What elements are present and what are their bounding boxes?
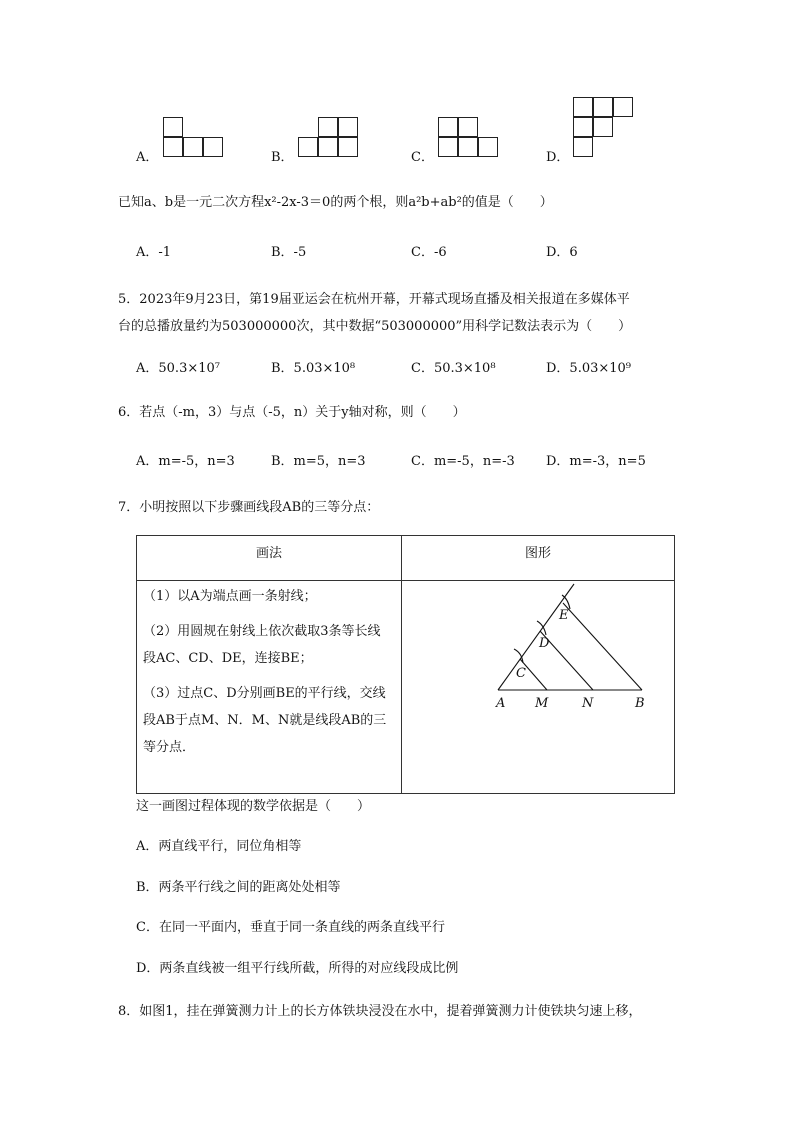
q7-step-3a: （3）过点C、D分别画BE的平行线，交线 [143,686,386,701]
q6-option-d[interactable]: D．m=-3，n=5 [546,454,646,469]
q7-steps-cell [137,581,402,794]
q7-step-3b: 段AB于点M、N．M、N就是线段AB的三 [143,713,387,728]
q4-option-c[interactable]: C．-6 [411,245,447,260]
q4-question-text: 已知a、b是一元二次方程x²-2x-3＝0的两个根，则a²b+ab²的值是（ ） [118,195,553,210]
q7-step-1: （1）以A为端点画一条射线； [143,589,317,604]
q6-question: 6．若点（-m，3）与点（-5，n）关于y轴对称，则（ ） [118,405,466,420]
q7-option-a[interactable]: A．两直线平行，同位角相等 [136,839,302,854]
q7-step-2b: 段AC、CD、DE，连接BE； [143,651,313,666]
q7-table-header-figure [402,536,675,581]
point-label-e: E [559,608,569,623]
ray-from-a [498,584,574,690]
q5-option-a[interactable]: A．50.3×10⁷ [136,361,220,376]
q3-option-a-label[interactable]: A． [136,150,159,165]
q4-option-d[interactable]: D．6 [546,245,578,260]
q7-step-3c: 等分点． [143,740,196,755]
point-label-n: N [582,696,594,711]
point-label-c: C [516,666,526,681]
q7-figure-cell [402,581,675,794]
q3-option-b-label[interactable]: B． [271,150,294,165]
q5-option-b[interactable]: B．5.03×10⁸ [271,361,356,376]
point-label-d: D [539,636,550,651]
q4-option-b[interactable]: B．-5 [271,245,307,260]
q6-option-c[interactable]: C．m=-5，n=-3 [411,454,515,469]
segment-be [563,603,642,690]
point-label-b: B [635,696,645,711]
q7-header-method-text: 画法 [255,546,282,561]
q7-trisection-figure [402,581,674,793]
q3-option-c-label[interactable]: C． [411,150,434,165]
point-label-m: M [535,696,549,711]
q6-option-b[interactable]: B．m=5，n=3 [271,454,366,469]
q5-question-line2: 台的总播放量约为503000000次，其中数据“503000000”用科学记数法表示为（ ） [118,319,632,334]
q6-option-a[interactable]: A．m=-5，n=3 [136,454,235,469]
q5-option-d[interactable]: D．5.03×10⁹ [546,361,632,376]
q7-question: 7．小明按照以下步骤画线段AB的三等分点： [118,500,380,515]
q5-question-line1: 5．2023年9月23日，第19届亚运会在杭州开幕，开幕式现场直播及相关报道在多媒体平 [118,292,630,307]
q7-procedure-table [136,535,675,794]
q7-step-2a: （2）用圆规在射线上依次截取3条等长线 [143,624,381,639]
q8-question: 8．如图1，挂在弹簧测力计上的长方体铁块浸没在水中，提着弹簧测力计使铁块匀速上移， [118,1004,642,1019]
q7-option-b[interactable]: B．两条平行线之间的距离处处相等 [136,880,341,895]
q4-option-a[interactable]: A．-1 [136,245,172,260]
q7-option-c[interactable]: C．在同一平面内，垂直于同一条直线的两条直线平行 [136,920,445,935]
q7-basis-question: 这一画图过程体现的数学依据是（ ） [136,799,371,814]
point-label-a: A [496,696,506,711]
q7-table-header-method [137,536,402,581]
q7-header-figure-text: 图形 [524,546,551,561]
q3-option-d-label[interactable]: D． [546,150,570,165]
q5-option-c[interactable]: C．50.3×10⁸ [411,361,496,376]
q7-option-d[interactable]: D．两条直线被一组平行线所截，所得的对应线段成比例 [136,961,459,976]
q4-question [118,191,553,210]
